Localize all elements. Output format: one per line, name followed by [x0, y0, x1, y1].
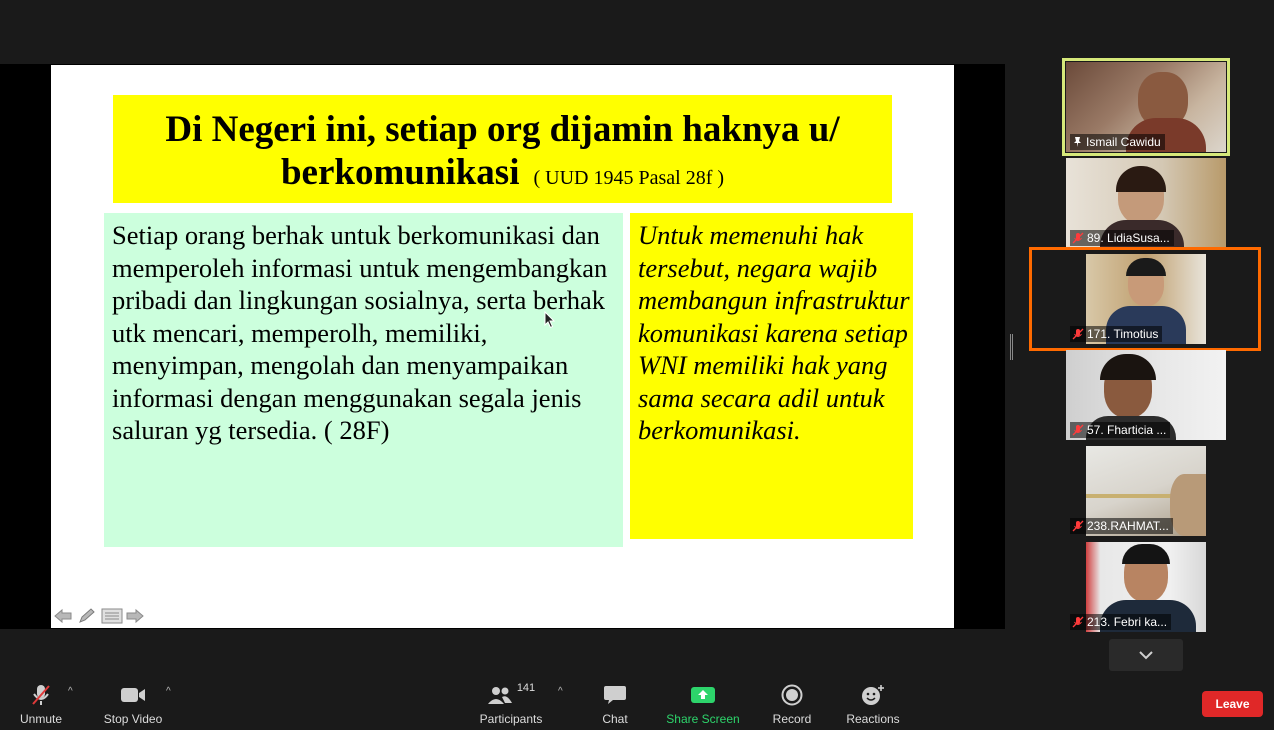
- participant-name: Ismail Cawidu: [1086, 135, 1161, 149]
- audio-options-caret[interactable]: ^: [68, 686, 73, 697]
- share-screen-label: Share Screen: [666, 712, 740, 726]
- unmute-label: Unmute: [19, 712, 63, 726]
- participant-count: 141: [516, 682, 536, 694]
- participant-name: 171. Timotius: [1087, 327, 1159, 341]
- mic-muted-icon: [1072, 328, 1084, 340]
- participant-name-label: [1070, 326, 1162, 342]
- participant-name: 57. Fharticia ...: [1087, 423, 1167, 437]
- microphone-muted-icon: [29, 683, 53, 707]
- chat-label: Chat: [602, 712, 628, 726]
- participant-name-label: [1070, 614, 1171, 630]
- slide-title-word: berkomunikasi: [280, 152, 520, 193]
- meeting-toolbar: [0, 672, 1274, 730]
- participant-name-label: [1070, 134, 1165, 150]
- next-arrow-icon[interactable]: [125, 608, 145, 624]
- mic-muted-icon: [1072, 616, 1084, 628]
- participant-name-label: [1070, 422, 1170, 438]
- mic-muted-icon: [1072, 424, 1084, 436]
- record-icon: [781, 684, 803, 706]
- share-screen-button[interactable]: [666, 682, 740, 726]
- chat-button[interactable]: [596, 682, 634, 726]
- record-label: Record: [772, 712, 812, 726]
- reactions-button[interactable]: [844, 682, 902, 726]
- participant-tile[interactable]: [1066, 254, 1226, 344]
- participant-name: 89. LidiaSusa...: [1087, 231, 1170, 245]
- chat-icon: [603, 684, 627, 706]
- participants-button[interactable]: [476, 682, 546, 726]
- mic-muted-icon: [1072, 232, 1084, 244]
- stop-video-label: Stop Video: [103, 712, 163, 726]
- slide-title-line1: Di Negeri ini, setiap org dijamin haknya u/: [165, 109, 840, 150]
- participants-icon: [487, 685, 513, 705]
- participant-name-label: [1070, 518, 1173, 534]
- participants-label: Participants: [479, 712, 543, 726]
- gallery-scroll-down-button[interactable]: [1109, 639, 1183, 671]
- mic-muted-icon: [1072, 520, 1084, 532]
- menu-icon[interactable]: [101, 608, 121, 624]
- video-camera-icon: [120, 686, 146, 704]
- participant-tile[interactable]: [1066, 350, 1226, 440]
- video-options-caret[interactable]: ^: [166, 686, 171, 697]
- unmute-button[interactable]: [14, 682, 68, 726]
- record-button[interactable]: [770, 682, 814, 726]
- stop-video-button[interactable]: [100, 682, 166, 726]
- participant-tile[interactable]: [1066, 62, 1226, 152]
- participant-tile[interactable]: [1066, 158, 1226, 248]
- panel-resize-handle[interactable]: [1010, 334, 1013, 360]
- reactions-emoji-icon: [861, 684, 885, 706]
- participant-name: 238.RAHMAT...: [1087, 519, 1169, 533]
- chevron-down-icon: [1138, 650, 1154, 660]
- participant-name: 213. Febri ka...: [1087, 615, 1168, 629]
- slide-title-reference: ( UUD 1945 Pasal 28f ): [533, 167, 725, 189]
- reactions-label: Reactions: [846, 712, 900, 726]
- slide-left-text-box: Setiap orang berhak untuk berkomunikasi dan memperoleh informasi untuk mengembangkan pribadi dan lingkungan sosialnya, serta berhak utk mencari, memperolh, memiliki, menyimpan, mengolah dan menyampaikan informasi dengan menggunakan segala jenis saluran yg tersedia. ( 28F): [104, 213, 623, 547]
- mouse-cursor-icon: [544, 311, 556, 329]
- participant-tile[interactable]: [1066, 446, 1226, 536]
- participants-options-caret[interactable]: ^: [558, 686, 563, 697]
- pen-icon[interactable]: [77, 608, 97, 624]
- pin-icon: [1072, 136, 1083, 148]
- slide-right-text-box: Untuk memenuhi hak tersebut, negara wajib membangun infrastruktur komunikasi karena setiap WNI memiliki hak yang sama secara adil untuk berkomunikasi.: [630, 213, 913, 539]
- participant-tile[interactable]: [1066, 542, 1226, 632]
- participant-name-label: [1070, 230, 1174, 246]
- shared-screen: [0, 64, 1005, 629]
- share-screen-icon: [691, 685, 715, 705]
- slide-toolbar: [53, 608, 145, 624]
- presentation-slide: [51, 65, 954, 628]
- slide-title-line2: [113, 151, 892, 200]
- slide-title-box: [113, 95, 892, 203]
- leave-meeting-button[interactable]: Leave: [1202, 691, 1263, 717]
- prev-arrow-icon[interactable]: [53, 608, 73, 624]
